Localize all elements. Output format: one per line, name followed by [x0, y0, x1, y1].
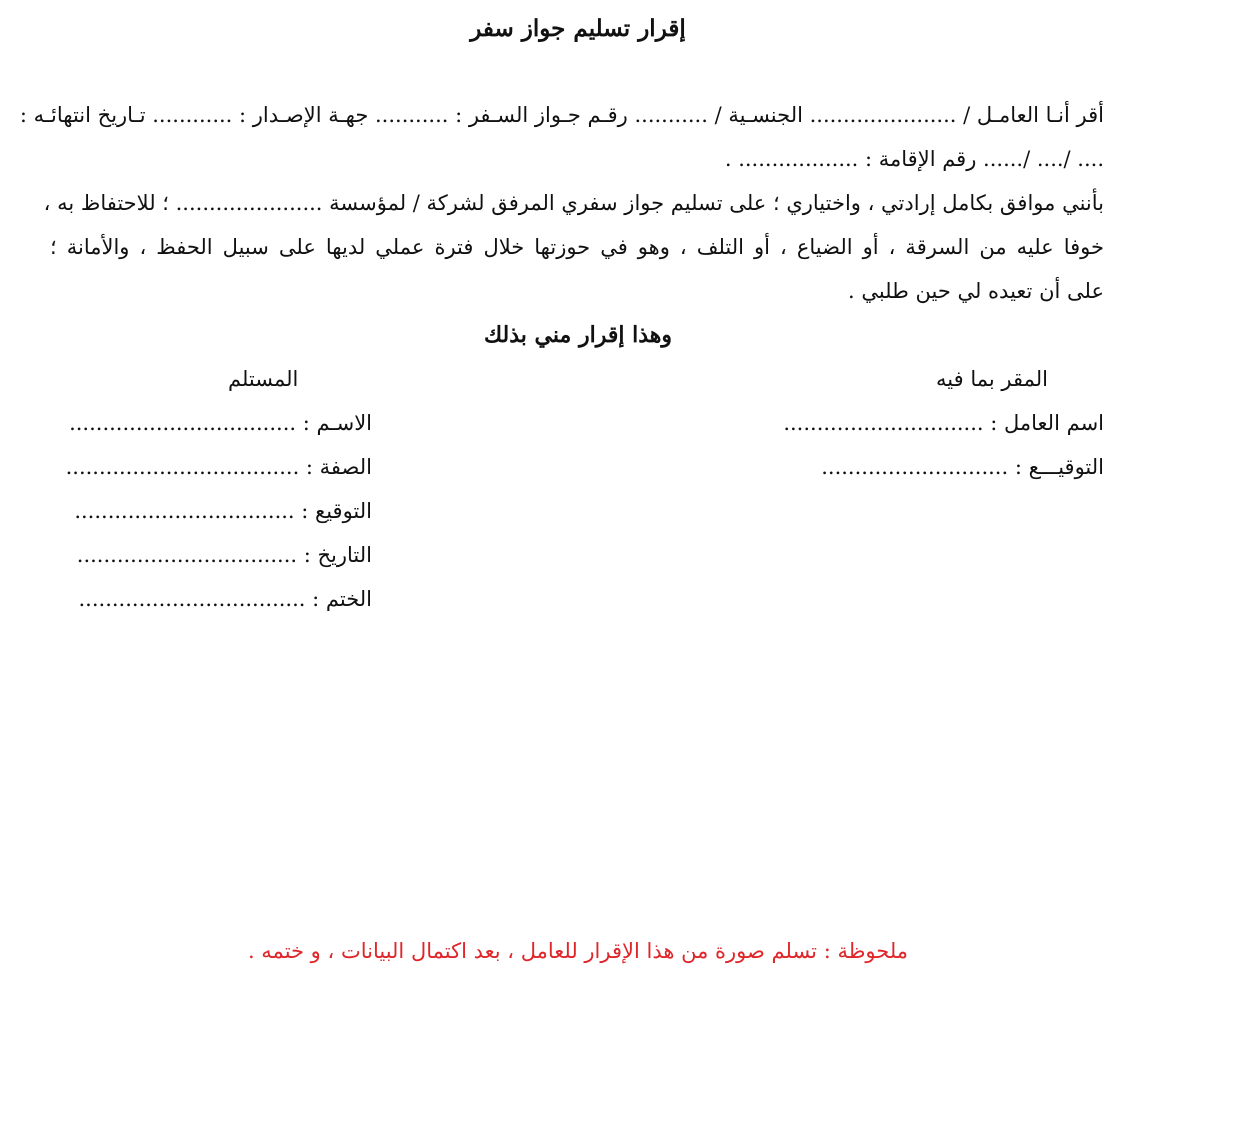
recipient-title-field: الصفة : ...................................: [65, 455, 372, 479]
paragraph-line-1: أقر أنـا العامـل / ...................... الجنسـية / ........... رقـم جـواز السـفر : ........... جهـة الإصـدار : ............ تـاريخ انتهائـه :: [19, 103, 1104, 127]
paragraph-line-4: خوفا عليه من السرقة ، أو الضياع ، أو التلف ، وهو في حوزتها خلال فترة عملي لديها على سبيل الحفظ ، والأمانة ؛: [50, 235, 1104, 259]
closing-statement: وهذا إقرار مني بذلك: [483, 322, 673, 348]
recipient-name-field: الاسـم : ..................................: [69, 411, 372, 435]
paragraph-line-5: على أن تعيده لي حين طلبي .: [847, 279, 1104, 303]
recipient-date-field: التاريخ : .................................: [76, 543, 372, 567]
declarant-heading: المقر بما فيه: [936, 367, 1048, 391]
recipient-signature-field: التوقيع : .................................: [74, 499, 372, 523]
paragraph-line-3: بأنني موافق بكامل إرادتي ، واختياري ؛ على تسليم جواز سفري المرفق لشركة / لمؤسسة ...................... ؛ للاحتفاظ به ،: [43, 191, 1104, 215]
recipient-stamp-field: الختم : ..................................: [78, 587, 372, 611]
footer-note: ملحوظة : تسلم صورة من هذا الإقرار للعامل ، بعد اكتمال البيانات ، و ختمه .: [247, 939, 909, 963]
paragraph-line-2: .... /.... /...... رقم الإقامة : .................. .: [724, 147, 1104, 171]
document-title: إقرار تسليم جواز سفر: [470, 15, 686, 42]
worker-name-field: اسم العامل : ..............................: [783, 411, 1104, 435]
worker-signature-field: التوقيـــع : ............................: [821, 455, 1104, 479]
recipient-heading: المستلم: [228, 367, 299, 391]
